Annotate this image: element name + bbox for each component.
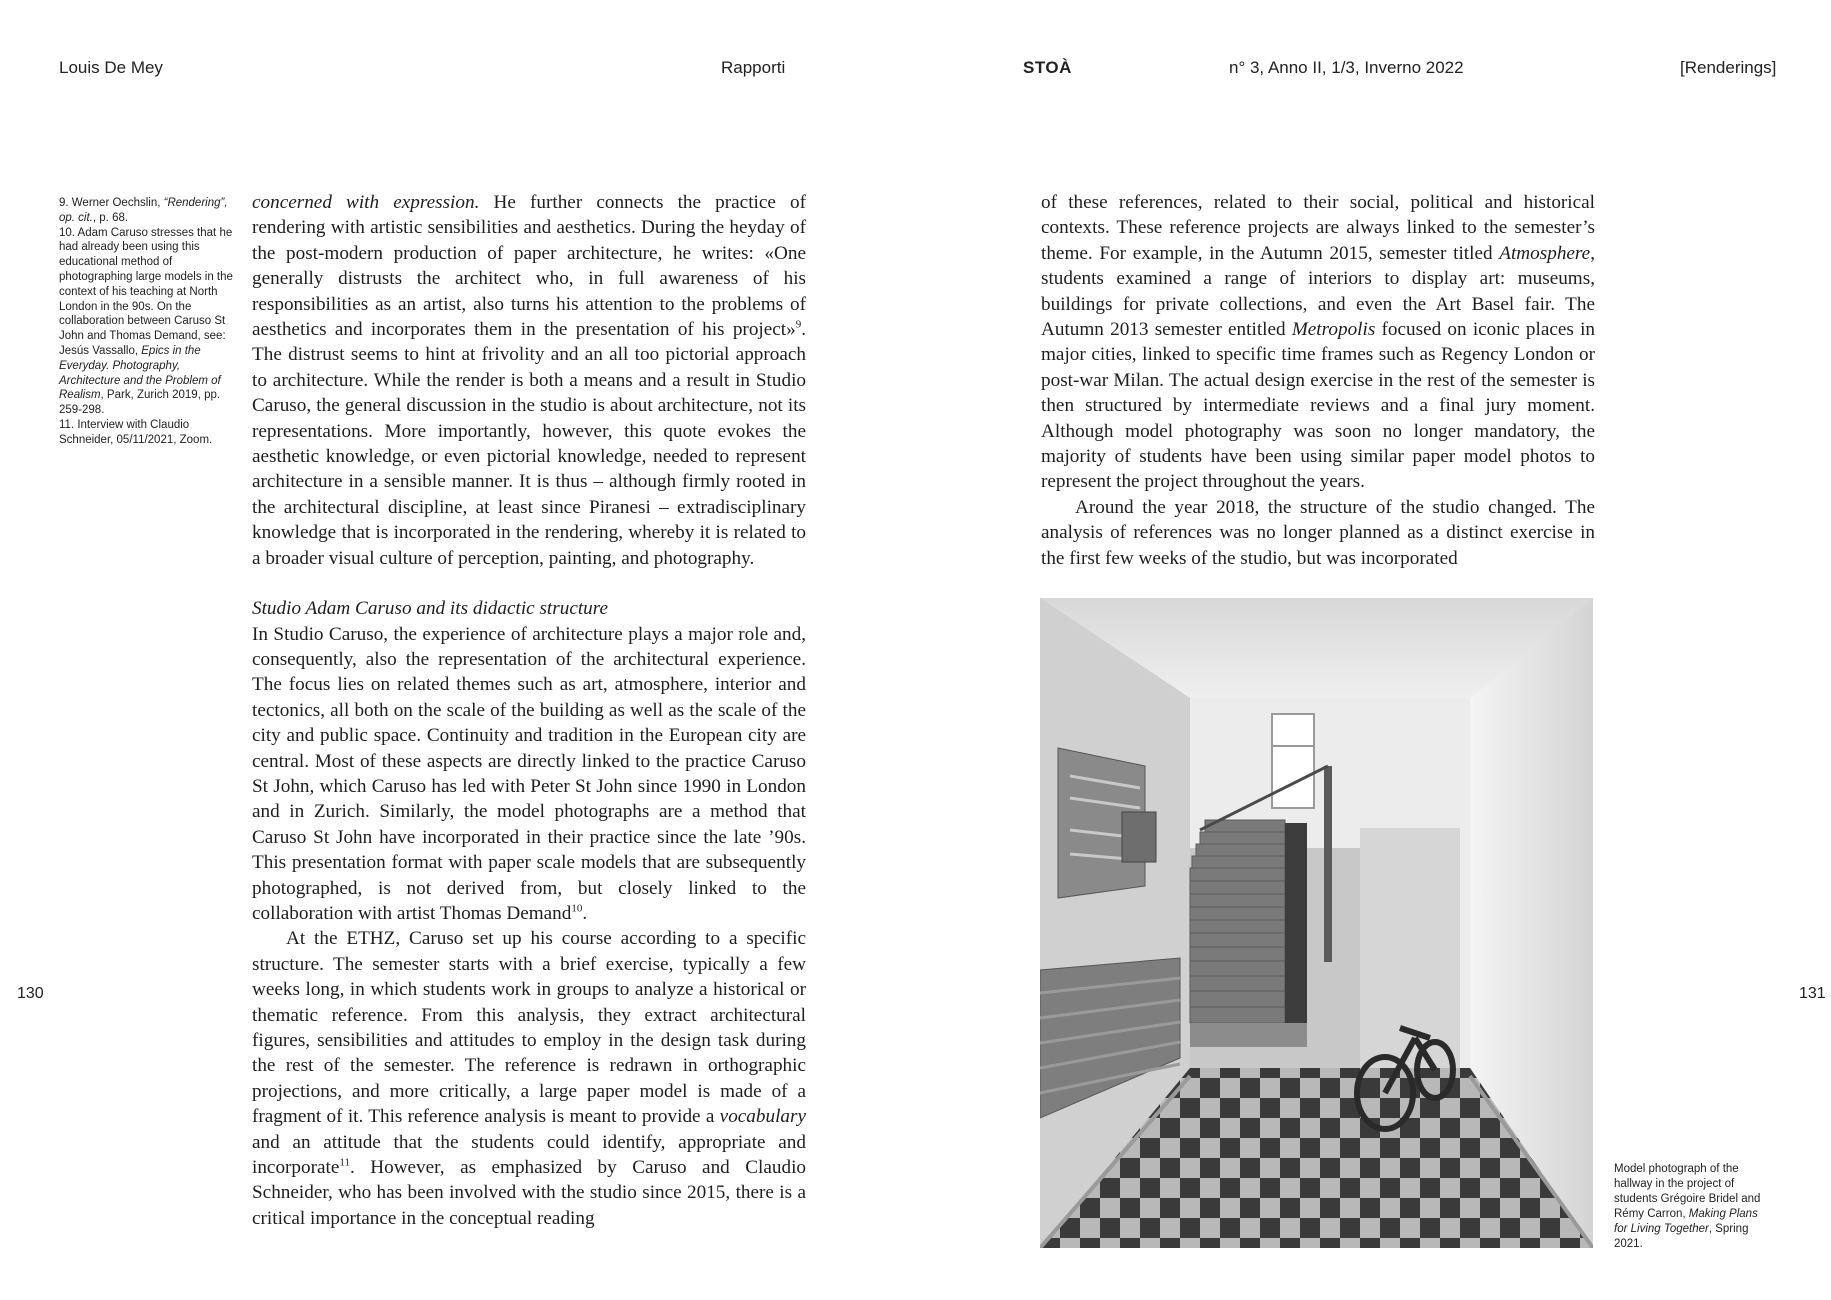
paragraph: Around the year 2018, the structure of the studio changed. The analysis of references was no longer planned as a distinct exercise in the first few weeks of the studio, but was incorporated	[1041, 496, 1595, 569]
running-header-section: Rapporti	[721, 58, 786, 77]
footnote-9: 9. Werner Oechslin, “Rendering”, op. cit., p. 68.	[59, 197, 228, 224]
running-header-author: Louis De Mey	[59, 58, 163, 77]
page-number-left: 130	[17, 985, 44, 1002]
paragraph: of these references, related to their social, political and historical contexts. These reference projects are always linked to the semester’s theme. For example, in the Autumn 2015, semester titled Atmosphere, students examined a range of interiors to display art: museums, buildings for private collections, and even the Art Basel fair. The Autumn 2013 semester entitled Metropolis focused on iconic places in major cities, linked to specific time frames such as Regency London or post-war Milan. The actual design exercise in the rest of the semester is then structured by intermediate reviews and a final jury moment. Although model photography was soon no longer mandatory, the majority of students have been using similar paper model photos to represent the project throughout the years.	[1041, 192, 1595, 493]
footnote-10: 10. Adam Caruso stresses that he had already been using this educational method of photographing large models in the context of his teaching at North London in the 90s. On the collaboration between Caruso St John and Thomas Demand, see: Jesús Vassallo, Epics in the Everyday. Photography, Architecture and the Problem of Realism, Park, Zurich 2019, pp. 259-298.	[59, 226, 233, 417]
footnote-11: 11. Interview with Claudio Schneider, 05/11/2021, Zoom.	[59, 418, 213, 446]
paragraph: In Studio Caruso, the experience of architecture plays a major role and, consequently, also the representation of the architectural experience. The focus lies on related themes such as art, atmosphere, interior and tectonics, all both on the scale of the building as well as the scale of the city and public space. Continuity and tradition in the European city are central. Most of these aspects are directly linked to the practice Caruso St John, which Caruso has led with Peter St John since 1990 in London and in Zurich. Similarly, the model photographs are a method that Caruso St John have incorporated in their practice since the late ’90s. This presentation format with paper scale models that are subsequently photographed, is not derived from, but closely linked to the collaboration with artist Thomas Demand$^{10}$.	[252, 623, 806, 924]
section-subheading: Studio Adam Caruso and its didactic structure	[252, 598, 609, 620]
journal-logo: STOÀ	[1023, 58, 1072, 77]
issue-info: n° 3, Anno II, 1/3, Inverno 2022	[1229, 58, 1464, 77]
left-page-body	[252, 190, 806, 1231]
paragraph: concerned with expression. He further connects the practice of rendering with artistic sensibilities and aesthetics. During the heyday of the post-modern production of paper architecture, he writes: «One generally distrusts the architect who, in full awareness of his responsibilities as an artist, also turns his attention to the problems of aesthetics and incorporates them in the presentation of his project»$^9$. The distrust seems to hint at frivolity and an all too pictorial approach to architecture. While the render is both a means and a result in Studio Caruso, the general discussion in the studio is about architecture, not its representations. More importantly, however, this quote evokes the aesthetic knowledge, or even pictorial knowledge, needed to represent architecture in a sensible manner. It is thus – although firmly rooted in the architectural discipline, at least since Piranesi – extradisciplinary knowledge that is incorporated in the rendering, whereby it is related to a broader visual culture of perception, painting, and photography.	[252, 192, 806, 569]
right-page-body	[1041, 190, 1595, 571]
paragraph: At the ETHZ, Caruso set up his course according to a specific structure. The semester starts with a brief exercise, typically a few weeks long, in which students work in groups to analyze a historical or thematic reference. From this analysis, they extract architectural figures, sensibilities and attitudes to employ in the design task during the rest of the semester. The reference is redrawn in orthographic projections, and more critically, a large paper model is made of a fragment of it. This reference analysis is meant to provide a vocabulary and an attitude that the students could identify, appropriate and incorporate$^{11}$. However, as emphasized by Caruso and Claudio Schneider, who has been involved with the studio since 2015, there is a critical importance in the conceptual reading	[252, 928, 806, 1229]
model-photograph	[1040, 598, 1593, 1248]
page-number-right: 131	[1799, 985, 1826, 1002]
photo-caption: Model photograph of the hallway in the project of students Grégoire Bridel and Rémy Carron, Making Plans for Living Together, Spring 2021.	[1614, 1163, 1761, 1250]
footnotes	[59, 196, 237, 448]
running-header-topic: [Renderings]	[1680, 58, 1777, 77]
